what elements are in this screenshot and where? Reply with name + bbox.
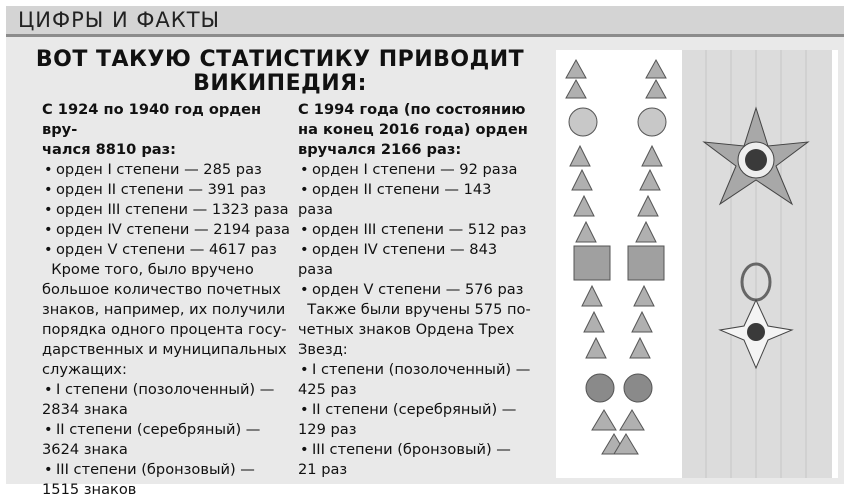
bullet-icon: • — [300, 401, 309, 418]
right-sign-item — [298, 360, 548, 380]
paragraph-line: Кроме того, было вручено — [42, 261, 254, 278]
bullet-icon: • — [44, 381, 53, 398]
right-sign-item-text: I степени (позолоченный) — — [312, 361, 531, 378]
right-sign-item-continuation: 129 раз — [298, 421, 357, 438]
right-lead-line-3: вручался 2166 раз: — [298, 141, 462, 158]
bullet-icon: • — [300, 441, 309, 458]
bullet-icon: • — [300, 181, 309, 198]
paragraph-line: знаков, например, их получили — [42, 301, 286, 318]
left-sign-item-text: I степени (позолоченный) — — [56, 381, 275, 398]
left-sign-item — [42, 380, 292, 400]
right-list-item-text: орден I степени — 92 раза — [312, 161, 518, 178]
right-column — [298, 100, 548, 480]
bullet-icon: • — [300, 161, 309, 178]
right-sign-item — [298, 440, 548, 460]
paragraph-line: большое количество почетных — [42, 281, 281, 298]
section-title: ЦИФРЫ И ФАКТЫ — [18, 8, 221, 32]
left-list-item-text: орден IV степени — 2194 раза — [56, 221, 290, 238]
left-sign-item-continuation: 2834 знака — [42, 401, 128, 418]
left-sign-item-text: II степени (серебряный) — — [56, 421, 261, 438]
paragraph-line: четных знаков Ордена Трех — [298, 321, 515, 338]
right-list-item — [298, 220, 548, 240]
bullet-icon: • — [44, 161, 53, 178]
left-list-item — [42, 180, 292, 200]
order-of-three-stars-photo — [556, 50, 838, 478]
bullet-icon: • — [44, 181, 53, 198]
right-list-item-text: орден II степени — 143 — [312, 181, 492, 198]
left-sign-item — [42, 460, 292, 480]
left-list-item-text: орден II степени — 391 раз — [56, 181, 267, 198]
right-list-item — [298, 280, 548, 300]
article-headline — [20, 48, 540, 96]
bullet-icon: • — [44, 201, 53, 218]
headline-line-1: ВОТ ТАКУЮ СТАТИСТИКУ ПРИВОДИТ — [35, 47, 525, 72]
paragraph-line: служащих: — [42, 361, 127, 378]
left-sign-item-text: III степени (бронзовый) — — [56, 461, 255, 478]
right-list-item-text: орден V степени — 576 раз — [312, 281, 524, 298]
right-sign-item-continuation: 425 раз — [298, 381, 357, 398]
left-list-item — [42, 240, 292, 260]
paragraph-line: порядка одного процента госу- — [42, 321, 287, 338]
bullet-icon: • — [44, 221, 53, 238]
right-list-item-text: орден III степени — 512 раз — [312, 221, 527, 238]
right-list-item — [298, 180, 548, 200]
left-list-item — [42, 160, 292, 180]
bullet-icon: • — [44, 241, 53, 258]
left-sign-item-continuation: 1515 знаков — [42, 481, 137, 498]
headline-line-2: ВИКИПЕДИЯ: — [193, 71, 367, 96]
right-list-item — [298, 240, 548, 260]
section-header — [6, 6, 844, 37]
right-list-item-continuation: раза — [298, 261, 333, 278]
left-lead-line-2: чался 8810 раз: — [42, 141, 176, 158]
right-list-item-continuation: раза — [298, 201, 333, 218]
bullet-icon: • — [44, 461, 53, 478]
right-sign-item-continuation: 21 раз — [298, 461, 348, 478]
left-list-item-text: орден I степени — 285 раз — [56, 161, 262, 178]
bullet-icon: • — [300, 221, 309, 238]
right-lead-line-2: на конец 2016 года) орден — [298, 121, 528, 138]
left-sign-item-continuation: 3624 знака — [42, 441, 128, 458]
paragraph-line: Звезд: — [298, 341, 348, 358]
paragraph-line: дарственных и муниципальных — [42, 341, 287, 358]
left-list-item-text: орден III степени — 1323 раза — [56, 201, 289, 218]
bullet-icon: • — [300, 241, 309, 258]
right-lead-line-1: С 1994 года (по состоянию — [298, 101, 526, 118]
left-list-item — [42, 220, 292, 240]
left-column — [42, 100, 292, 500]
right-sign-item-text: III степени (бронзовый) — — [312, 441, 511, 458]
left-sign-item — [42, 420, 292, 440]
right-sign-item-text: II степени (серебряный) — — [312, 401, 517, 418]
left-list-item — [42, 200, 292, 220]
paragraph-line: Также были вручены 575 по- — [298, 301, 531, 318]
bullet-icon: • — [300, 361, 309, 378]
bullet-icon: • — [44, 421, 53, 438]
right-list-item-text: орден IV степени — 843 — [312, 241, 498, 258]
right-sign-item — [298, 400, 548, 420]
left-lead-line-1: С 1924 по 1940 год орден вру- — [42, 101, 262, 138]
bullet-icon: • — [300, 281, 309, 298]
right-list-item — [298, 160, 548, 180]
left-list-item-text: орден V степени — 4617 раз — [56, 241, 277, 258]
